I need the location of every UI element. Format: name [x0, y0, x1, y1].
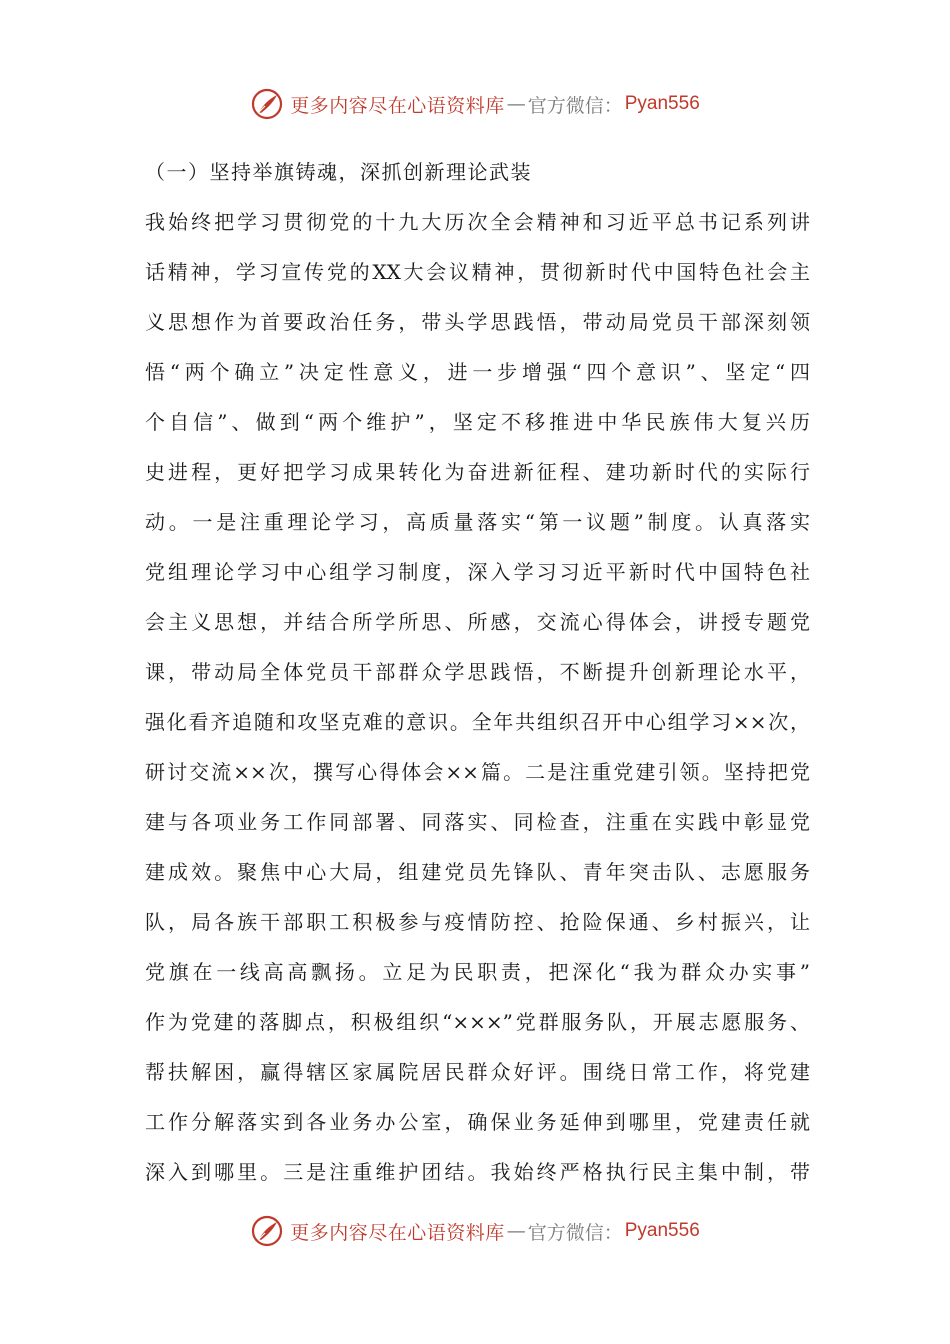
banner-sub-text: 官方微信：: [527, 1221, 623, 1244]
banner-wechat-id: Pyan556: [624, 1220, 700, 1241]
footer-banner: [0, 1211, 950, 1251]
banner-main-text: 更多内容尽在心语资料库: [290, 1221, 505, 1244]
body-line-15: 队，局各族干部职工积极参与疫情防控、抢险保通、乡村振兴，让: [145, 910, 810, 934]
body-line-5: 个自信”、做到“两个维护”，坚定不移推进中华民族伟大复兴历: [145, 410, 810, 434]
quill-logo-icon: [250, 1214, 284, 1248]
body-line-12: 研讨交流××次，撰写心得体会××篇。二是注重党建引领。坚持把党: [145, 760, 810, 784]
document-body: [145, 147, 810, 1197]
body-line-9: 会主义思想，并结合所学所思、所感，交流心得体会，讲授专题党: [145, 610, 810, 634]
body-line-19: 工作分解落实到各业务办公室，确保业务延伸到哪里，党建责任就: [145, 1110, 810, 1134]
banner-main-text: 更多内容尽在心语资料库: [290, 94, 505, 117]
body-line-14: 建成效。聚焦中心大局，组建党员先锋队、青年突击队、志愿服务: [145, 860, 810, 884]
body-line-11: 强化看齐追随和攻坚克难的意识。全年共组织召开中心组学习××次，: [145, 710, 810, 734]
body-line-18: 帮扶解困，赢得辖区家属院居民群众好评。围绕日常工作，将党建: [145, 1060, 810, 1084]
header-banner: [0, 84, 950, 124]
quill-logo-icon: [250, 87, 284, 121]
body-line-3: 义思想作为首要政治任务，带头学思践悟，带动局党员干部深刻领: [145, 310, 810, 334]
body-line-10: 课，带动局全体党员干部群众学思践悟，不断提升创新理论水平，: [145, 660, 810, 684]
body-line-6: 史进程，更好把学习成果转化为奋进新征程、建功新时代的实际行: [145, 460, 810, 484]
body-line-7: 动。一是注重理论学习，高质量落实“第一议题”制度。认真落实: [145, 510, 810, 534]
body-line-4: 悟“两个确立”决定性意义，进一步增强“四个意识”、坚定“四: [145, 360, 810, 384]
body-line-20: 深入到哪里。三是注重维护团结。我始终严格执行民主集中制，带: [145, 1160, 810, 1184]
body-line-17: 作为党建的落脚点，积极组织“×××”党群服务队，开展志愿服务、: [145, 1010, 810, 1034]
banner-wechat-id: Pyan556: [624, 93, 700, 114]
body-line-16: 党旗在一线高高飘扬。立足为民职责，把深化“我为群众办实事”: [145, 960, 810, 984]
banner-dash: —: [506, 1220, 526, 1242]
banner-sub-text: 官方微信：: [527, 94, 623, 117]
section-heading: （一）坚持举旗铸魂，深抓创新理论武装: [145, 160, 532, 184]
body-line-13: 建与各项业务工作同部署、同落实、同检查，注重在实践中彰显党: [145, 810, 810, 834]
banner-dash: —: [506, 93, 526, 115]
body-line-8: 党组理论学习中心组学习制度，深入学习习近平新时代中国特色社: [145, 560, 810, 584]
body-line-2: 话精神，学习宣传党的XX大会议精神，贯彻新时代中国特色社会主: [145, 260, 810, 284]
body-line-1: 我始终把学习贯彻党的十九大历次全会精神和习近平总书记系列讲: [145, 210, 810, 234]
